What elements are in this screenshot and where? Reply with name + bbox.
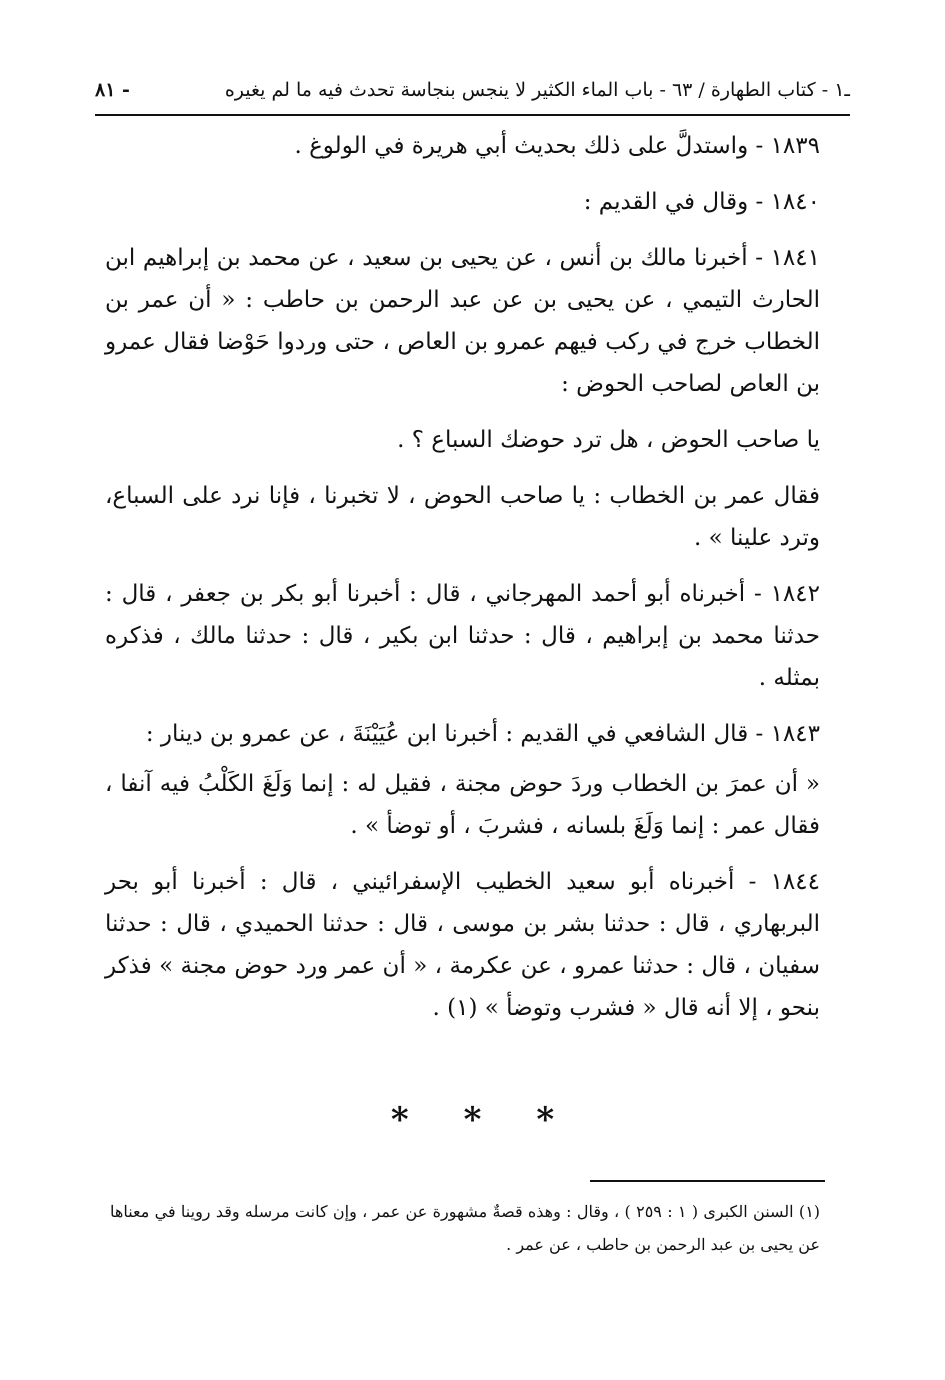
paragraph-1840: ١٨٤٠ - وقال في القديم :	[583, 189, 820, 215]
paragraph-1841: ١٨٤١ - أخبرنا مالك بن أنس ، عن يحيى بن سعيد ، عن محمد بن إبراهيم ابن الحارث التيمي ، عن يحيى بن عن عبد الرحمن بن حاطب : « أن عمر بن الخطاب خرج في ركب فيهم عمرو بن العاص ، حتى وردوا حَوْضا فقال عمرو بن العاص لصاحب الحوض :	[105, 245, 820, 397]
footnote-rule	[590, 1180, 825, 1182]
running-title: ـ١ - كتاب الطهارة / ٦٣ - باب الماء الكثير لا ينجس بنجاسة تحدث فيه ما لم يغيره	[224, 79, 850, 101]
quote-1843: « أن عمرَ بن الخطاب وردَ حوض مجنة ، فقيل له : إنما وَلَغَ الكَلْبُ فيه آنفا ، فقال عمر : إنما وَلَغَ بلسانه ، فشربَ ، أو توضأ » .	[105, 771, 820, 839]
footnote	[110, 1195, 820, 1261]
paragraph-1843: ١٨٤٣ - قال الشافعي في القديم : أخبرنا ابن عُيَيْنَةَ ، عن عمرو بن دينار :	[145, 721, 820, 747]
paragraph-1839: ١٨٣٩ - واستدلَّ على ذلك بحديث أبي هريرة في الولوغ .	[294, 133, 820, 159]
section-separator	[0, 1100, 945, 1140]
quote-answer: فقال عمر بن الخطاب : يا صاحب الحوض ، لا تخبرنا ، فإنا نرد على السباع، وترد علينا » .	[105, 483, 820, 551]
page-number: - ٨١	[95, 79, 130, 101]
running-header	[95, 70, 850, 116]
paragraph-1842: ١٨٤٢ - أخبرناه أبو أحمد المهرجاني ، قال : أخبرنا أبو بكر بن جعفر ، قال : حدثنا محمد بن إبراهيم ، قال : حدثنا ابن بكير ، قال : حدثنا مالك ، فذكره بمثله .	[105, 581, 820, 691]
paragraph-1844: ١٨٤٤ - أخبرناه أبو سعيد الخطيب الإسفرائيني ، قال : أخبرنا أبو بحر البربهاري ، قال : حدثنا بشر بن موسى ، قال : حدثنا الحميدي ، قال : حدثنا سفيان ، قال : حدثنا عمرو ، عن عكرمة ، « أن عمر ورد حوض مجنة » فذكر بنحو ، إلا أنه قال « فشرب وتوضأ » (١) .	[105, 869, 820, 1021]
footnote-1: (١) السنن الكبرى ( ١ : ٢٥٩ ) ، وقال : وهذه قصةٌ مشهورة عن عمر ، وإن كانت مرسله وقد روينا في معناها عن يحيى بن عبد الرحمن بن حاطب ، عن عمر .	[110, 1202, 821, 1254]
separator-star: *	[536, 1100, 555, 1140]
body-text	[105, 125, 820, 1043]
quote-question: يا صاحب الحوض ، هل ترد حوضك السباع ؟ .	[397, 427, 820, 453]
separator-star: *	[390, 1100, 409, 1140]
separator-star: *	[463, 1100, 482, 1140]
